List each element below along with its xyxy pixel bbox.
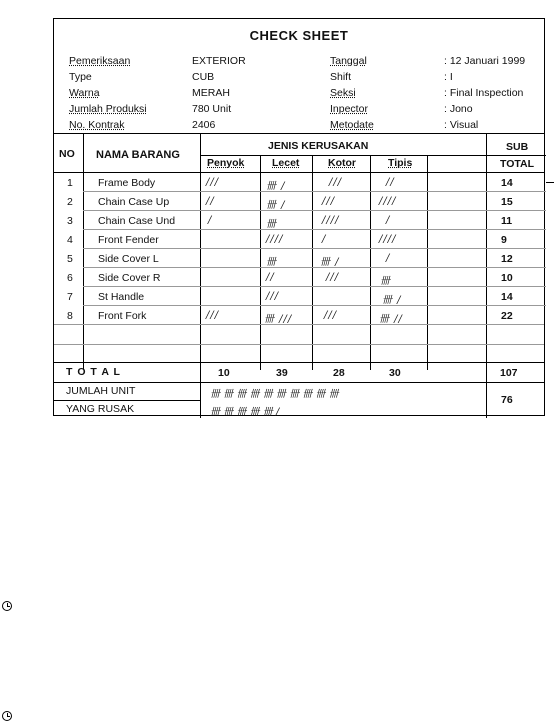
row-total: 11	[501, 215, 513, 227]
info-left-values	[192, 53, 246, 133]
row-no: 3	[67, 215, 73, 227]
info-value: 2406	[192, 119, 216, 131]
info-value: : Final Inspection	[444, 87, 524, 99]
row-total: 15	[501, 196, 513, 208]
info-value: CUB	[192, 71, 215, 83]
defect-header: Kotor	[328, 157, 356, 169]
info-value: : Jono	[444, 103, 473, 115]
row-name: Side Cover R	[98, 272, 161, 284]
total-value: 39	[276, 367, 288, 379]
clock-icon	[2, 711, 12, 721]
row-tally: /	[386, 253, 391, 264]
row-tally: /	[208, 215, 213, 226]
col-no-header: NO	[59, 148, 75, 160]
row-tally: 卌 /	[266, 181, 286, 192]
info-label: Metodate	[330, 119, 374, 131]
row-total: 10	[501, 272, 513, 284]
row-name: St Handle	[98, 291, 145, 303]
jumlah-value: 76	[501, 394, 513, 406]
info-label: Type	[69, 71, 92, 83]
row-total: 12	[501, 253, 513, 265]
row-tally: ///	[322, 196, 336, 207]
info-left	[69, 53, 147, 133]
row-tally: //	[386, 177, 395, 188]
row-no: 8	[67, 310, 73, 322]
check-sheet	[53, 18, 545, 416]
col-total-header: TOTAL	[500, 158, 535, 170]
row-name: Chain Case Und	[98, 215, 176, 227]
info-label: Inpector	[330, 103, 368, 115]
info-value: : Visual	[444, 119, 479, 131]
row-name: Chain Case Up	[98, 196, 170, 208]
row-total: 14	[501, 291, 513, 303]
row-tally: /	[386, 215, 391, 226]
row-total: 9	[501, 234, 507, 246]
info-label: Warna	[69, 87, 100, 99]
row-tally: ///	[324, 310, 338, 321]
info-right-values	[444, 53, 525, 133]
row-tally: 卌 /	[382, 295, 402, 306]
row-no: 6	[67, 272, 73, 284]
row-tally: ///	[206, 310, 220, 321]
row-total: 14	[501, 177, 513, 189]
row-tally: ////	[379, 234, 397, 245]
info-right	[330, 53, 374, 133]
row-name: Frame Body	[98, 177, 156, 189]
defect-header: Tipis	[388, 157, 413, 169]
row-tally: 卌	[266, 219, 277, 230]
info-label: Shift	[330, 71, 352, 83]
row-tally: 卌 /	[266, 200, 286, 211]
info-value: MERAH	[192, 87, 230, 99]
row-tally: //	[266, 272, 275, 283]
info-label: Seksi	[330, 87, 356, 99]
col-sub-header: SUB	[506, 141, 529, 153]
info-label: Tanggal	[330, 55, 367, 67]
row-tally: ///	[266, 291, 280, 302]
clock-icon	[2, 601, 12, 611]
info-label: No. Kontrak	[69, 119, 125, 131]
row-name: Side Cover L	[98, 253, 159, 265]
row-no: 1	[67, 177, 73, 189]
row-tally: 卌	[266, 257, 277, 268]
row-total: 22	[501, 310, 513, 322]
total-label: T O T A L	[66, 366, 121, 378]
total-value: 28	[333, 367, 345, 379]
row-tally: ///	[206, 177, 220, 188]
row-tally: 卌 //	[379, 314, 403, 325]
info-value: : I	[444, 71, 453, 83]
row-no: 2	[67, 196, 73, 208]
grand-total: 107	[500, 367, 518, 379]
jumlah-tally: 卌 卌 卌 卌 卌 卌 卌 卌 卌 卌	[210, 389, 339, 400]
jumlah-label: YANG RUSAK	[66, 403, 135, 415]
info-label: Jumlah Produksi	[69, 103, 147, 115]
row-tally: ////	[322, 215, 340, 226]
row-tally: 卌	[380, 276, 391, 287]
jumlah-tally: 卌 卌 卌 卌 卌 /	[210, 407, 280, 418]
info-label: Pemeriksaan	[69, 55, 131, 67]
row-tally: ///	[329, 177, 343, 188]
row-tally: ////	[379, 196, 397, 207]
defect-table	[54, 133, 544, 418]
col-name-header: NAMA BARANG	[96, 149, 180, 161]
row-tally: ////	[266, 234, 284, 245]
defect-header: Lecet	[272, 157, 300, 169]
row-no: 4	[67, 234, 73, 246]
info-value: : 12 Januari 1999	[444, 55, 526, 67]
row-tally: ///	[326, 272, 340, 283]
total-value: 10	[218, 367, 230, 379]
row-no: 5	[67, 253, 73, 265]
row-tally: 卌 ///	[264, 314, 293, 325]
info-value: EXTERIOR	[192, 55, 246, 67]
margin-mark	[546, 182, 554, 183]
sheet-title: CHECK SHEET	[249, 28, 349, 43]
col-group-header: JENIS KERUSAKAN	[268, 140, 369, 152]
jumlah-label: JUMLAH UNIT	[66, 385, 136, 397]
total-value: 30	[389, 367, 401, 379]
row-name: Front Fender	[98, 234, 159, 246]
row-tally: 卌 /	[320, 257, 340, 268]
row-tally: //	[206, 196, 215, 207]
info-value: 780 Unit	[192, 103, 232, 115]
row-tally: /	[322, 234, 327, 245]
row-name: Front Fork	[98, 310, 147, 322]
defect-header: Penyok	[207, 157, 245, 169]
row-no: 7	[67, 291, 73, 303]
